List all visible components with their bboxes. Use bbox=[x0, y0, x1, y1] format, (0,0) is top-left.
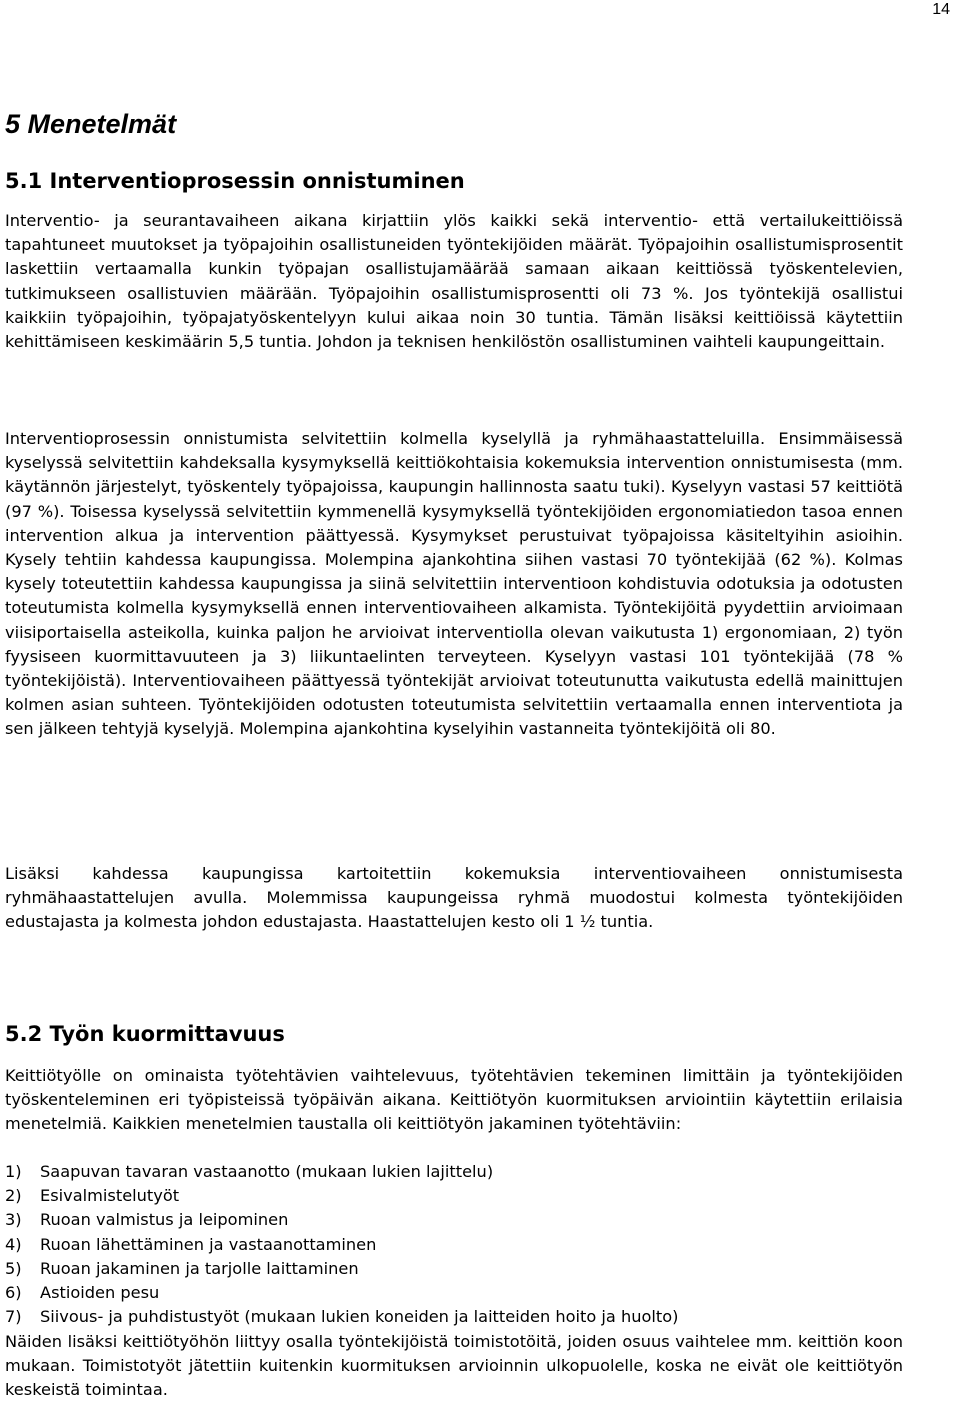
list-item bbox=[5, 1160, 903, 1184]
list-item bbox=[5, 1305, 903, 1329]
list-text: Esivalmistelutyöt bbox=[40, 1186, 180, 1206]
list-number: 4) bbox=[5, 1234, 22, 1254]
list-item bbox=[5, 1208, 903, 1232]
list-number: 1) bbox=[5, 1162, 22, 1181]
list-number: 2) bbox=[5, 1186, 22, 1206]
list-text: Siivous- ja puhdistustyöt (mukaan lukien koneiden ja laitteiden hoito ja huolto) bbox=[40, 1307, 679, 1327]
chapter-title: 5 Menetelmät bbox=[5, 109, 177, 139]
paragraph: Interventio- ja seurantavaiheen aikana kirjattiin ylös kaikki sekä interventio- että vertailukeittiöissä tapahtuneet muutokset ja työpajoihin osallistuneiden työntekijöiden määrät. Työpajoihin osallistumisprosentit laskettiin vertaamalla kunkin työpajan osallistujamäärää samaan aikaan keittiössä työskentelevien, tutkimukseen osallistuvien määrään. Työpajoihin osallistumisprosentti oli 73 %. Jos työntekijä osallistui kaikkiin työpajoihin, työpajatyöskentelyyn kului aikaa noin 30 tuntia. Tämän lisäksi keittiöissä käytettiin kehittämiseen keskimäärin 5,5 tuntia. Johdon ja teknisen henkilöstön osallistuminen vaihteli kaupungeittain. bbox=[5, 211, 903, 352]
list-text: Ruoan lähettäminen ja vastaanottaminen bbox=[40, 1234, 377, 1254]
paragraph: Lisäksi kahdessa kaupungissa kartoitettiin kokemuksia interventiovaiheen onnistumisesta ryhmähaastattelujen avulla. Molemmissa kaupungeissa ryhmä muodostui kolmesta työntekijöiden edustajasta ja kolmesta johdon edustajasta. Haastattelujen kesto oli 1 ½ tuntia. bbox=[5, 864, 903, 932]
paragraph: Näiden lisäksi keittiötyöhön liittyy osalla työntekijöistä toimistotöitä, joiden osuus vaihtelee mm. keittiön koon mukaan. Toimistotyöt jätettiin kuitenkin kuormituksen arvioinnin ulkopuolelle, koska ne eivät ole keittiötyön keskeistä toimintaa. bbox=[5, 1332, 903, 1400]
list-text: Ruoan valmistus ja leipominen bbox=[40, 1210, 289, 1230]
list-number: 7) bbox=[5, 1307, 22, 1327]
list-number: 6) bbox=[5, 1283, 22, 1303]
section-title-interventioprosessi: 5.1 Interventioprosessin onnistuminen bbox=[5, 169, 465, 193]
list-item bbox=[5, 1281, 903, 1305]
list-item bbox=[5, 1233, 903, 1257]
list-text: Ruoan jakaminen ja tarjolle laittaminen bbox=[40, 1258, 359, 1278]
page-number: 14 bbox=[932, 1, 950, 18]
list-item bbox=[5, 1257, 903, 1281]
list-text: Astioiden pesu bbox=[40, 1283, 160, 1303]
list-number: 5) bbox=[5, 1258, 22, 1278]
section-title-kuormittavuus: 5.2 Työn kuormittavuus bbox=[5, 1022, 285, 1046]
list-number: 3) bbox=[5, 1210, 22, 1230]
list-item bbox=[5, 1184, 903, 1208]
list-text: Saapuvan tavaran vastaanotto (mukaan lukien lajittelu) bbox=[40, 1162, 494, 1181]
paragraph: Interventioprosessin onnistumista selvitettiin kolmella kyselyllä ja ryhmähaastatteluilla. Ensimmäisessä kyselyssä selvitettiin kahdeksalla kysymyksellä keittiökohtaisia kokemuksia intervention onnistumisesta (mm. käytännön järjestelyt, työskentely työpajoissa, kaupungin hallinnosta saatu tuki). Kyselyyn vastasi 57 keittiötä (97 %). Toisessa kyselyssä selvitettiin kymmenellä kysymyksellä työntekijöiden ergonomiatiedon tasoa ennen intervention alkua ja intervention päättyessä. Kysymykset perustuivat työpajoissa käsiteltyihin asioihin. Kysely tehtiin kahdessa kaupungissa. Molempina ajankohtina siihen vastasi 70 työntekijää (62 %). Kolmas kysely toteutettiin kahdessa kaupungissa ja siinä selvitettiin interventioon kohdistuvia odotuksia ja odotusten toteutumista kolmella kysymyksellä ennen interventiovaiheen alkamista. Työntekijöitä pyydettiin arvioimaan viisiportaisella asteikolla, kuinka paljon he arvioivat interventiolla olevan vaikutusta 1) ergonomiaan, 2) työn fyysiseen kuormittavuuteen ja 3) liikuntaelinten terveyteen. Kyselyyn vastasi 101 työntekijää (78 % työntekijöistä). Interventiovaiheen päättyessä työntekijät arvioivat toteutunutta vaikutusta edellä mainittujen kolmen asian suhteen. Työntekijöiden odotusten toteutumista selvitettiin vertaamalla ennen interventiota ja sen jälkeen tehtyjä kyselyjä. Molempina ajankohtina kyselyihin vastanneita työntekijöitä oli 80. bbox=[5, 429, 903, 739]
task-list bbox=[5, 1160, 903, 1329]
paragraph: Keittiötyölle on ominaista työtehtävien vaihtelevuus, työtehtävien tekeminen limittäin ja työntekijöiden työskenteleminen eri työpisteissä työpäivän aikana. Keittiötyön kuormituksen arviointiin käytettiin erilaisia menetelmiä. Kaikkien menetelmien taustalla oli keittiötyön jakaminen työtehtäviin: bbox=[5, 1066, 903, 1134]
